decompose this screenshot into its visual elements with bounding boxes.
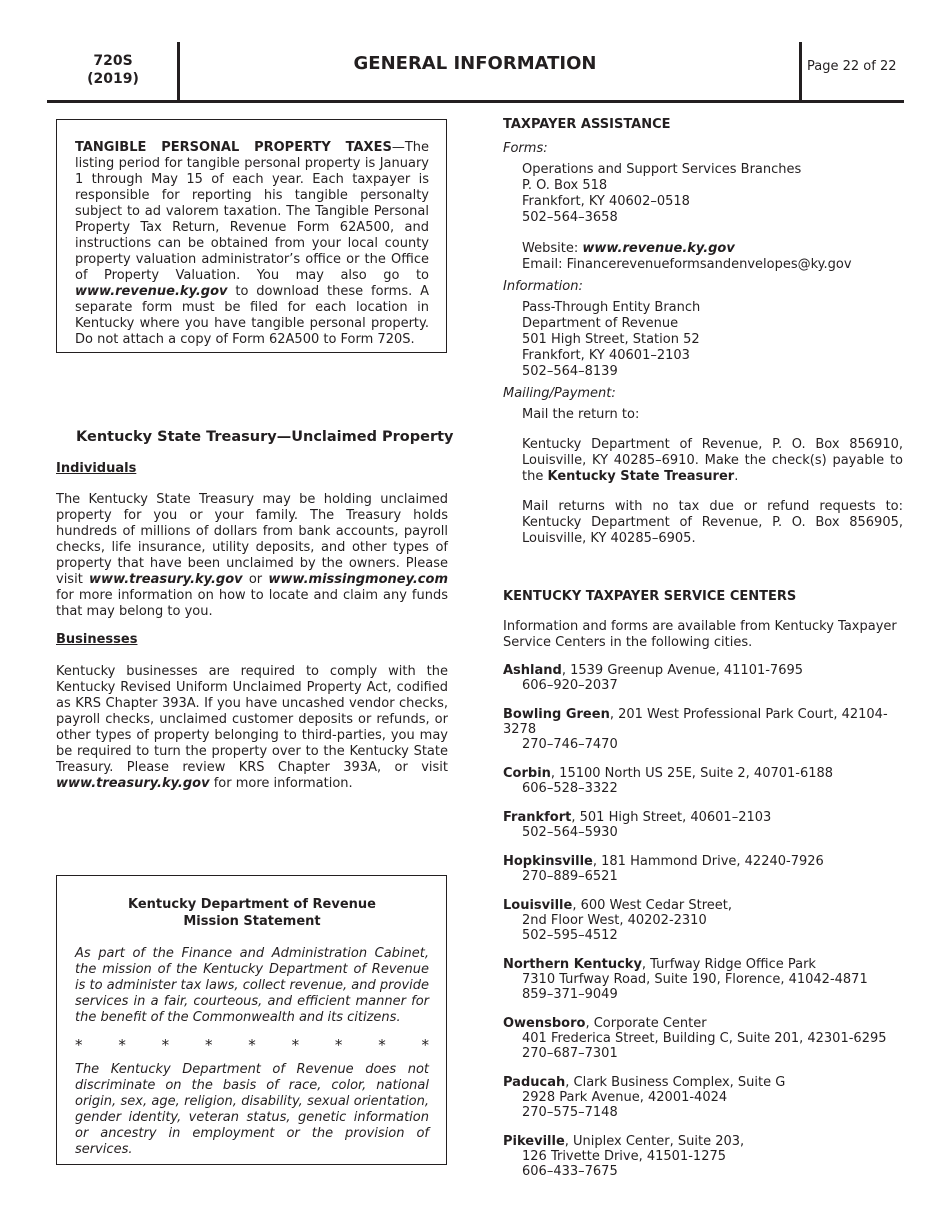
mailing-text: .: [734, 469, 739, 484]
page-number: Page 22 of 22: [807, 59, 897, 74]
address-line: 2928 Park Avenue, 42001-4024: [522, 1090, 728, 1105]
form-year: (2019): [87, 71, 139, 87]
website-link[interactable]: www.revenue.ky.gov: [582, 241, 735, 256]
star: *: [161, 1036, 170, 1054]
forms-label: Forms:: [503, 141, 548, 156]
revenue-link[interactable]: www.revenue.ky.gov: [75, 284, 228, 299]
phone-number: 270–889–6521: [522, 869, 618, 884]
mission-statement-box: [56, 875, 447, 1165]
website-label: Website:: [522, 241, 583, 256]
service-center: [503, 854, 903, 884]
city-name: Paducah: [503, 1075, 566, 1090]
city-name: Corbin: [503, 766, 551, 781]
individuals-paragraph: [56, 492, 448, 620]
phone-number: 859–371–9049: [522, 987, 618, 1002]
information-address: [503, 300, 903, 380]
taxpayer-assistance: [503, 117, 903, 547]
service-center: [503, 898, 903, 943]
mailing-address: [522, 437, 903, 485]
treasury-link[interactable]: www.treasury.ky.gov: [89, 572, 243, 587]
city-name: Frankfort: [503, 810, 572, 825]
individuals-text: for more information on how to locate and claim any funds that may belong to you.: [56, 588, 448, 619]
city-name: Bowling Green: [503, 707, 610, 722]
address-line: , 1539 Greenup Avenue, 41101-7695: [561, 663, 804, 678]
address-line: , Uniplex Center, Suite 203,: [564, 1134, 745, 1149]
individuals-heading: Individuals: [56, 461, 137, 476]
service-center-list: [503, 663, 903, 1193]
header-divider: [177, 42, 180, 102]
treasury-link[interactable]: www.treasury.ky.gov: [56, 776, 210, 791]
page-title: GENERAL INFORMATION: [353, 53, 597, 74]
treasury-title: Kentucky State Treasury—Unclaimed Property: [76, 429, 454, 445]
star-divider: [75, 1036, 429, 1054]
tangible-heading: TANGIBLE PERSONAL PROPERTY TAXES: [75, 140, 392, 155]
star: *: [248, 1036, 256, 1054]
service-center-address: [503, 898, 903, 913]
service-center-address: [503, 663, 903, 678]
payee: Kentucky State Treasurer: [547, 469, 735, 484]
phone-number: 502–595–4512: [522, 928, 618, 943]
address-line: , Corporate Center: [585, 1016, 707, 1031]
service-center: [503, 766, 903, 796]
address-line: , 181 Hammond Drive, 42240-7926: [592, 854, 824, 869]
phone-number: 502–564–3658: [522, 210, 618, 225]
service-center: [503, 957, 903, 1002]
address-line: , Turfway Ridge Office Park: [641, 957, 816, 972]
address-line: , 501 High Street, 40601–2103: [571, 810, 772, 825]
mission-title-line: Mission Statement: [183, 914, 321, 929]
address-line: Pass-Through Entity Branch: [522, 300, 701, 315]
phone-number: 270–687–7301: [522, 1046, 618, 1061]
form-id: [70, 52, 156, 88]
header-rule: [47, 100, 904, 103]
service-center-address: [503, 1134, 903, 1149]
phone-number: 270–575–7148: [522, 1105, 618, 1120]
address-line: Frankfort, KY 40601–2103: [522, 348, 690, 363]
mission-title-line: Kentucky Department of Revenue: [128, 897, 376, 912]
forms-address: [503, 162, 903, 273]
city-name: Louisville: [503, 898, 573, 913]
service-center: [503, 1075, 903, 1120]
star: *: [291, 1036, 300, 1054]
mailing-section: [503, 407, 903, 547]
service-center: [503, 663, 903, 693]
information-label: Information:: [503, 279, 583, 294]
star: *: [204, 1036, 213, 1054]
service-centers-intro: Information and forms are available from Kentucky Taxpayer Service Centers in the following cities.: [503, 619, 897, 650]
tangible-property-box: [56, 119, 447, 353]
service-center-address: [503, 1075, 903, 1090]
phone-number: 502–564–8139: [522, 364, 618, 379]
website-line: [522, 241, 903, 257]
form-number: 720S: [93, 53, 133, 69]
service-center: [503, 707, 903, 752]
service-center-address: [503, 854, 903, 869]
tangible-text: to download these forms. A separate form must be filed for each location in Kentucky where you have tangible personal property. Do not attach a copy of Form 62A500 to Form 720S.: [75, 284, 429, 347]
service-center-address: [503, 810, 903, 825]
assistance-heading: TAXPAYER ASSISTANCE: [503, 117, 671, 132]
mailing-label: Mailing/Payment:: [503, 386, 616, 401]
address-line: 126 Trivette Drive, 41501-1275: [522, 1149, 727, 1164]
star: *: [334, 1036, 343, 1054]
address-line: , 600 West Cedar Street,: [572, 898, 733, 913]
missingmoney-link[interactable]: www.missingmoney.com: [268, 572, 448, 587]
address-line: Frankfort, KY 40602–0518: [522, 194, 690, 209]
address-line: P. O. Box 518: [522, 178, 608, 193]
address-line: 7310 Turfway Road, Suite 190, Florence, 41042-4871: [522, 972, 868, 987]
service-center-address: [503, 707, 903, 737]
businesses-text: for more information.: [209, 776, 353, 791]
service-center-address: [503, 1016, 903, 1031]
address-line: , 15100 North US 25E, Suite 2, 40701-6188: [550, 766, 834, 781]
nondiscrimination-statement: The Kentucky Department of Revenue does not discriminate on the basis of race, color, national origin, sex, age, religion, disability, sexual orientation, gender identity, veteran status, genetic information or ancestry in employment or the provision of services.: [75, 1062, 429, 1157]
service-center: [503, 810, 903, 840]
phone-number: 270–746–7470: [522, 737, 618, 752]
email-line: Email: Financerevenueformsandenvelopes@ky.gov: [522, 257, 852, 272]
service-center: [503, 1016, 903, 1061]
address-line: , 201 West Professional Park Court, 42104-3278: [503, 707, 888, 737]
header-divider: [799, 42, 802, 102]
mission-statement: As part of the Finance and Administration Cabinet, the mission of the Kentucky Department of Revenue is to administer tax laws, collect revenue, and provide services in a fair, courteous, and efficient manner for the benefit of the Commonwealth and its citizens.: [75, 946, 429, 1025]
businesses-paragraph: [56, 664, 448, 792]
address-line: 501 High Street, Station 52: [522, 332, 700, 347]
star: *: [118, 1036, 126, 1054]
mailing-intro: Mail the return to:: [522, 407, 640, 422]
city-name: Pikeville: [503, 1134, 565, 1149]
address-line: 401 Frederica Street, Building C, Suite 201, 42301-6295: [522, 1031, 887, 1046]
city-name: Hopkinsville: [503, 854, 593, 869]
city-name: Northern Kentucky: [503, 957, 642, 972]
address-line: , Clark Business Complex, Suite G: [565, 1075, 786, 1090]
city-name: Ashland: [503, 663, 562, 678]
address-line: Department of Revenue: [522, 316, 679, 331]
tangible-paragraph: [75, 140, 429, 348]
businesses-text: Kentucky businesses are required to comply with the Kentucky Revised Uniform Unclaimed Property Act, codified as KRS Chapter 393A. If you have uncashed vendor checks, payroll checks, unclaimed customer deposits or refunds, or other types of property belonging to third-parties, you may be required to turn the property over to the Kentucky State Treasury. Please review KRS Chapter 393A, or visit: [56, 664, 448, 775]
phone-number: 606–920–2037: [522, 678, 618, 693]
star: *: [421, 1036, 429, 1054]
tangible-text: —The listing period for tangible personal property is January 1 through May 15 of each year. Each taxpayer is responsible for reporting his tangible personalty subject to ad valorem taxation. The Tangible Personal Property Tax Return, Revenue Form 62A500, and instructions can be obtained from your local county property valuation administrator’s office or the Office of Property Valuation. You may also go to: [75, 140, 429, 283]
mission-title: [75, 896, 429, 930]
service-center-address: [503, 957, 903, 972]
mailing-text: Kentucky Department of Revenue, P. O. Box 856910, Louisville, KY 40285–6910. Make the check(s) payable to the: [522, 437, 903, 484]
phone-number: 606–433–7675: [522, 1164, 618, 1179]
star: *: [75, 1036, 83, 1054]
phone-number: 502–564–5930: [522, 825, 618, 840]
city-name: Owensboro: [503, 1016, 586, 1031]
businesses-section: [56, 664, 448, 792]
phone-number: 606–528–3322: [522, 781, 618, 796]
address-line: 2nd Floor West, 40202-2310: [522, 913, 707, 928]
service-centers-heading: KENTUCKY TAXPAYER SERVICE CENTERS: [503, 589, 797, 604]
individuals-text: The Kentucky State Treasury may be holding unclaimed property for you or your family. The Treasury holds hundreds of millions of dollars from bank accounts, payroll checks, life insurance, utility deposits, and other types of property that have been unclaimed by the owners. Please visit: [56, 492, 448, 587]
service-center-address: [503, 766, 903, 781]
service-center: [503, 1134, 903, 1179]
businesses-heading: Businesses: [56, 632, 138, 647]
no-tax-due-address: Mail returns with no tax due or refund requests to: Kentucky Department of Revenue, P. O. Box 856905, Louisville, KY 40285–6905.: [522, 499, 903, 546]
star: *: [378, 1036, 386, 1054]
address-line: Operations and Support Services Branches: [522, 162, 802, 177]
individuals-text: or: [242, 572, 269, 587]
individuals-section: [56, 492, 448, 620]
